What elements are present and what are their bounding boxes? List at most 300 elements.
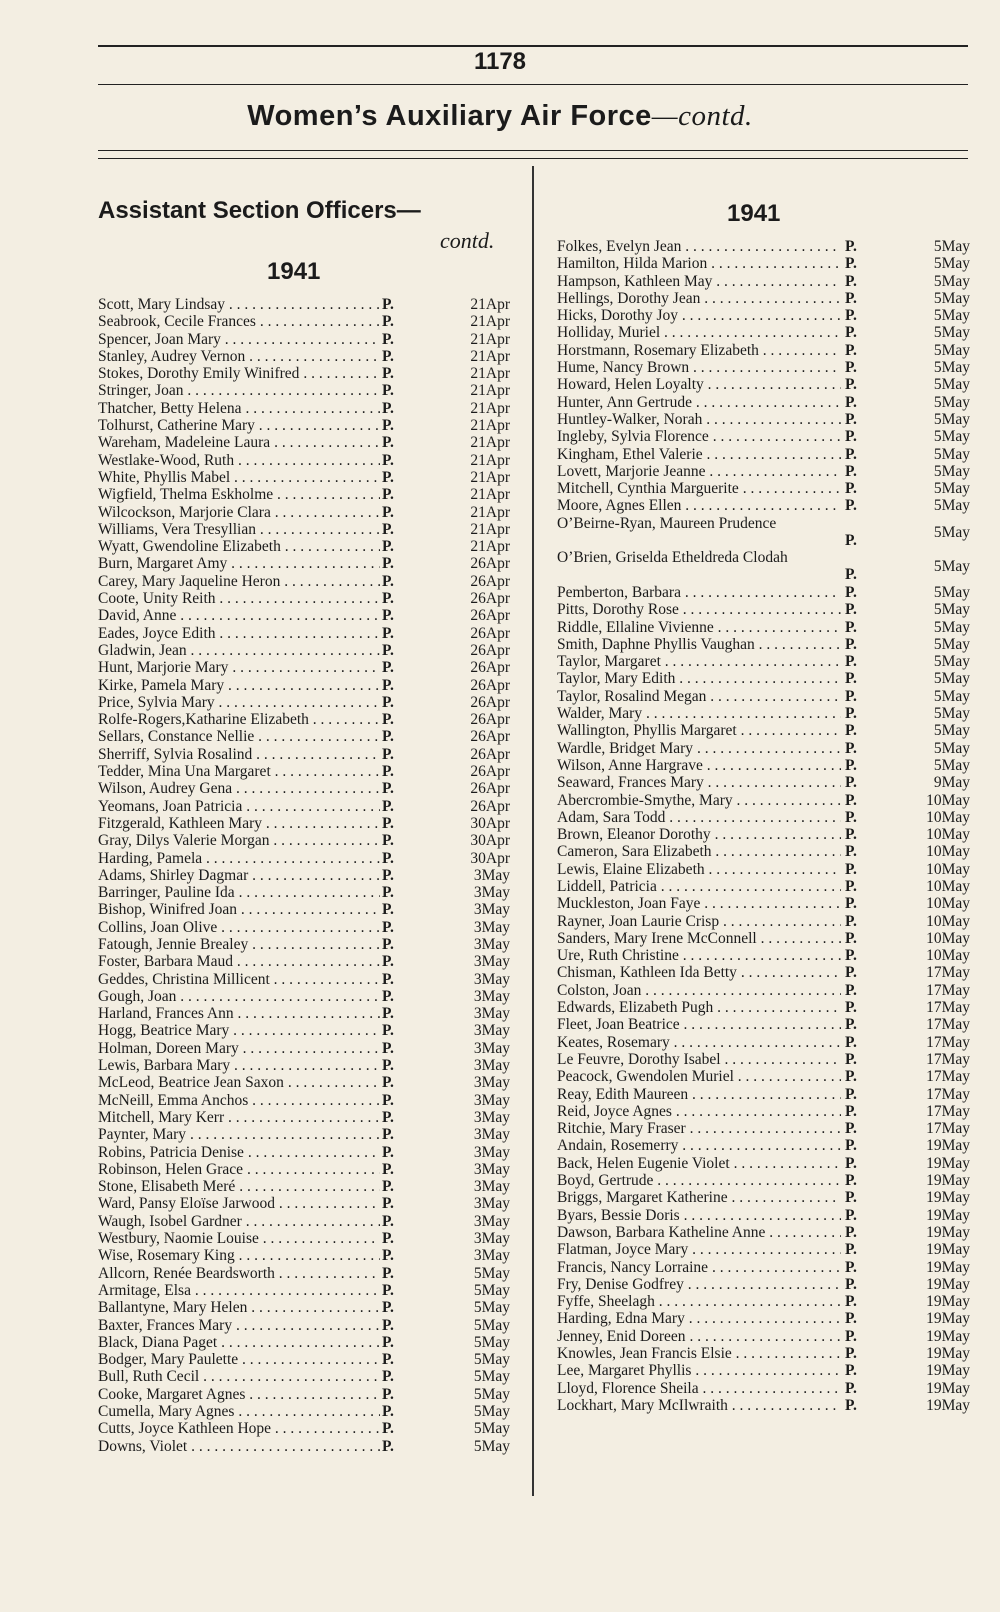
officer-name: Howard, Helen Loyalty . . . xyxy=(557,376,841,393)
list-item xyxy=(98,694,510,711)
officer-rank: P. xyxy=(843,982,869,999)
list-item xyxy=(98,1161,510,1178)
appointment-date: 21Apr xyxy=(470,296,510,313)
appointment-date: 3May xyxy=(473,987,510,1005)
officer-rank: P. xyxy=(843,359,869,376)
list-item xyxy=(98,1265,510,1282)
appointment-date: 21Apr xyxy=(470,313,510,331)
appointment-date: 26Apr xyxy=(470,676,510,694)
officer-rank: P. xyxy=(843,1189,869,1206)
officer-name: Smith, Daphne Phyllis Vaughan . . . xyxy=(557,636,841,653)
appointment-date: 3May xyxy=(473,1057,510,1075)
officer-rank: P. xyxy=(380,555,406,572)
appointment-date: 17May xyxy=(926,1102,970,1120)
officer-name: Downs, Violet . . . xyxy=(98,1438,380,1455)
appointment-date: 3May xyxy=(473,1212,510,1230)
list-item xyxy=(98,677,510,694)
list-item xyxy=(557,1224,970,1241)
appointment-date: 3May xyxy=(473,1022,510,1040)
list-item xyxy=(557,619,970,636)
officer-name: Walder, Mary . . . xyxy=(557,705,841,722)
list-item xyxy=(557,1155,970,1172)
appointment-date: 26Apr xyxy=(470,693,510,711)
list-item xyxy=(98,711,510,728)
list-item xyxy=(557,878,970,895)
appointment-date: 3May xyxy=(473,970,510,988)
list-item xyxy=(557,1068,970,1085)
officer-rank: P. xyxy=(843,619,869,636)
officer-name: Holliday, Muriel . . . xyxy=(557,324,841,341)
officer-rank: P. xyxy=(380,625,406,642)
appointment-date: 5May xyxy=(933,653,970,671)
appointment-date: 26Apr xyxy=(470,555,510,573)
list-item xyxy=(98,1368,510,1385)
officer-name: Adam, Sara Todd . . . xyxy=(557,809,841,826)
appointment-date: 5May xyxy=(933,238,970,255)
list-item xyxy=(98,1213,510,1230)
appointment-date: 5May xyxy=(933,462,970,480)
appointment-date: 26Apr xyxy=(470,797,510,815)
appointment-date: 5May xyxy=(473,1368,510,1386)
list-item xyxy=(557,774,970,791)
appointment-date: 21Apr xyxy=(470,330,510,348)
page-number-rule xyxy=(98,84,968,85)
list-item xyxy=(557,273,970,290)
page-title-suffix: —contd. xyxy=(651,100,753,132)
officer-name: Cutts, Joyce Kathleen Hope . . . xyxy=(98,1420,380,1437)
officer-name: Foster, Barbara Maud . . . xyxy=(98,953,380,970)
appointment-date: 10May xyxy=(926,843,970,861)
officer-name: Horstmann, Rosemary Elizabeth . . . xyxy=(557,342,841,359)
officer-rank: P. xyxy=(843,411,869,428)
list-item xyxy=(557,1397,970,1414)
appointment-date: 5May xyxy=(473,1351,510,1369)
officer-name: Wise, Rosemary King . . . xyxy=(98,1247,380,1264)
list-item xyxy=(98,313,510,330)
appointment-date: 5May xyxy=(933,341,970,359)
officer-name: Hellings, Dorothy Jean . . . xyxy=(557,290,841,307)
officer-name: Coote, Unity Reith . . . xyxy=(98,590,380,607)
list-item xyxy=(557,359,970,376)
officer-name: Liddell, Patricia . . . xyxy=(557,878,841,895)
appointment-date: 5May xyxy=(473,1299,510,1317)
appointment-date: 19May xyxy=(926,1206,970,1224)
officer-name: Back, Helen Eugenie Violet . . . xyxy=(557,1155,841,1172)
appointment-date: 5May xyxy=(933,445,970,463)
officer-name: Flatman, Joyce Mary . . . xyxy=(557,1241,841,1258)
appointment-date: 17May xyxy=(926,1050,970,1068)
officer-rank: P. xyxy=(380,313,406,330)
appointment-date: 10May xyxy=(926,929,970,947)
officer-name: Stone, Elisabeth Meré . . . xyxy=(98,1178,380,1195)
appointment-date: 5May xyxy=(473,1281,510,1299)
officer-name: Taylor, Margaret . . . xyxy=(557,653,841,670)
list-item xyxy=(557,1345,970,1362)
officer-name: Robins, Patricia Denise . . . xyxy=(98,1144,380,1161)
list-item xyxy=(557,1207,970,1224)
officer-rank: P. xyxy=(380,1161,406,1178)
top-rule xyxy=(98,45,968,47)
officer-rank: P. xyxy=(843,1172,869,1189)
officer-rank: P. xyxy=(380,504,406,521)
list-item xyxy=(557,688,970,705)
officer-rank: P. xyxy=(843,1259,869,1276)
appointment-date: 10May xyxy=(926,860,970,878)
officer-rank: P. xyxy=(380,538,406,555)
list-item xyxy=(557,1172,970,1189)
officer-rank: P. xyxy=(380,348,406,365)
list-item xyxy=(557,1293,970,1310)
officer-rank: P. xyxy=(380,417,406,434)
officer-name: Stanley, Audrey Vernon . . . xyxy=(98,348,380,365)
officer-rank: P. xyxy=(843,774,869,791)
list-item xyxy=(557,757,970,774)
list-item xyxy=(557,290,970,307)
officer-rank: P. xyxy=(380,746,406,763)
officer-name: O’Brien, Griselda Etheldreda Clodah xyxy=(557,549,788,567)
list-item xyxy=(557,705,970,722)
officer-rank: P. xyxy=(843,601,869,618)
officer-name: Lockhart, Mary McIlwraith . . . xyxy=(557,1397,841,1414)
officer-rank: P. xyxy=(380,1230,406,1247)
appointment-date: 5May xyxy=(933,359,970,377)
officer-rank: P. xyxy=(843,964,869,981)
officer-name: Gough, Joan . . . xyxy=(98,988,380,1005)
officer-rank: P. xyxy=(380,953,406,970)
officer-rank: P. xyxy=(380,1022,406,1039)
officer-rank: P. xyxy=(380,901,406,918)
officer-name: Bull, Ruth Cecil . . . xyxy=(98,1368,380,1385)
officer-rank: P. xyxy=(380,1092,406,1109)
list-item xyxy=(98,798,510,815)
appointment-date: 5May xyxy=(473,1437,510,1455)
list-item xyxy=(98,780,510,797)
appointment-date: 26Apr xyxy=(470,659,510,677)
appointment-date: 5May xyxy=(933,272,970,290)
appointment-date: 10May xyxy=(926,808,970,826)
list-item xyxy=(98,1074,510,1091)
appointment-date: 5May xyxy=(933,687,970,705)
appointment-date: 19May xyxy=(926,1154,970,1172)
list-item xyxy=(557,1189,970,1206)
list-item xyxy=(557,1380,970,1397)
officer-rank: P. xyxy=(380,711,406,728)
officer-rank: P. xyxy=(843,1276,869,1293)
officer-name: Scott, Mary Lindsay . . . xyxy=(98,296,380,313)
officer-name: Tedder, Mina Una Margaret . . . xyxy=(98,763,380,780)
officer-name: Fyffe, Sheelagh . . . xyxy=(557,1293,841,1310)
list-item xyxy=(557,1051,970,1068)
officer-name: Gladwin, Jean . . . xyxy=(98,642,380,659)
officer-name: Sherriff, Sylvia Rosalind . . . xyxy=(98,746,380,763)
officer-name: Baxter, Frances Mary . . . xyxy=(98,1317,380,1334)
list-item xyxy=(98,1403,510,1420)
officer-name: Wyatt, Gwendoline Elizabeth . . . xyxy=(98,538,380,555)
appointment-date: 3May xyxy=(473,918,510,936)
list-item xyxy=(557,428,970,445)
appointment-date: 5May xyxy=(933,428,970,446)
column-divider xyxy=(532,166,534,1496)
appointment-date: 3May xyxy=(473,1074,510,1092)
officer-name: Black, Diana Paget . . . xyxy=(98,1334,380,1351)
appointment-date: 26Apr xyxy=(470,572,510,590)
list-item xyxy=(557,722,970,739)
appointment-date: 3May xyxy=(473,935,510,953)
list-item xyxy=(98,486,510,503)
appointment-date: 5May xyxy=(473,1403,510,1420)
officer-name: Lloyd, Florence Sheila . . . xyxy=(557,1380,841,1397)
officer-rank: P. xyxy=(843,670,869,687)
officer-name: Wilson, Audrey Gena . . . xyxy=(98,780,380,797)
appointment-date: 5May xyxy=(473,1316,510,1334)
officer-rank: P. xyxy=(380,521,406,538)
appointment-date: 26Apr xyxy=(470,780,510,798)
officer-name: Boyd, Gertrude . . . xyxy=(557,1172,841,1189)
list-item xyxy=(98,434,510,451)
list-item xyxy=(98,452,510,469)
officer-name: Fitzgerald, Kathleen Mary . . . xyxy=(98,815,380,832)
appointment-date: 3May xyxy=(473,1039,510,1057)
list-item xyxy=(98,728,510,745)
officer-rank: P. xyxy=(843,757,869,774)
list-item xyxy=(98,1438,510,1455)
officer-rank: P. xyxy=(380,1403,406,1420)
officer-rank: P. xyxy=(843,861,869,878)
list-item xyxy=(557,809,970,826)
officer-rank: P. xyxy=(380,607,406,624)
appointment-date: 19May xyxy=(926,1396,970,1414)
officer-name: Adams, Shirley Dagmar . . . xyxy=(98,867,380,884)
page-number: 1178 xyxy=(473,48,527,75)
appointment-date: 17May xyxy=(926,1085,970,1103)
appointment-date: 10May xyxy=(926,826,970,844)
officer-name: Fatough, Jennie Brealey . . . xyxy=(98,936,380,953)
officer-name: David, Anne . . . xyxy=(98,607,380,624)
officer-name: Briggs, Margaret Katherine . . . xyxy=(557,1189,841,1206)
list-item xyxy=(98,1126,510,1143)
officer-rank: P. xyxy=(380,798,406,815)
officer-name: Westlake-Wood, Ruth . . . xyxy=(98,452,380,469)
list-item xyxy=(557,255,970,272)
list-item xyxy=(557,411,970,428)
appointment-date: 3May xyxy=(473,1160,510,1178)
list-item xyxy=(557,584,970,601)
officer-rank: P. xyxy=(380,296,406,313)
appointment-date: 21Apr xyxy=(470,451,510,469)
officer-name: Rolfe-Rogers,Katharine Elizabeth . . . xyxy=(98,711,380,728)
appointment-date: 17May xyxy=(926,981,970,999)
appointment-date: 3May xyxy=(473,1091,510,1109)
appointment-date: 5May xyxy=(473,1264,510,1282)
list-item xyxy=(557,1328,970,1345)
list-item xyxy=(98,1040,510,1057)
left-officer-list xyxy=(98,296,510,1455)
officer-rank: P. xyxy=(843,930,869,947)
list-item xyxy=(98,1282,510,1299)
list-item xyxy=(98,642,510,659)
officer-rank: P. xyxy=(380,1317,406,1334)
officer-name: Wallington, Phyllis Margaret . . . xyxy=(557,722,841,739)
officer-rank: P. xyxy=(843,688,869,705)
officer-rank: P. xyxy=(380,1265,406,1282)
officer-rank: P. xyxy=(380,988,406,1005)
appointment-date: 10May xyxy=(926,791,970,809)
list-item xyxy=(98,1420,510,1437)
right-year-heading: 1941 xyxy=(727,200,781,227)
appointment-date: 10May xyxy=(926,947,970,965)
officer-rank: P. xyxy=(843,463,869,480)
appointment-date: 26Apr xyxy=(470,624,510,642)
officer-name: Hogg, Beatrice Mary . . . xyxy=(98,1022,380,1039)
officer-name: McLeod, Beatrice Jean Saxon . . . xyxy=(98,1074,380,1091)
left-year-heading: 1941 xyxy=(267,258,321,285)
appointment-date: 3May xyxy=(473,884,510,902)
officer-rank: P. xyxy=(380,365,406,382)
appointment-date: 3May xyxy=(473,901,510,919)
appointment-date: 5May xyxy=(933,289,970,307)
officer-name: Tolhurst, Catherine Mary . . . xyxy=(98,417,380,434)
officer-name: Ritchie, Mary Fraser . . . xyxy=(557,1120,841,1137)
list-item xyxy=(557,1034,970,1051)
list-item xyxy=(557,601,970,618)
officer-rank: P. xyxy=(380,659,406,676)
appointment-date: 26Apr xyxy=(470,763,510,781)
appointment-date: 5May xyxy=(933,558,970,576)
officer-rank: P. xyxy=(843,1016,869,1033)
list-item xyxy=(98,763,510,780)
appointment-date: 21Apr xyxy=(470,417,510,435)
list-item xyxy=(98,1247,510,1264)
officer-rank: P. xyxy=(380,1420,406,1437)
appointment-date: 19May xyxy=(926,1258,970,1276)
officer-rank: P. xyxy=(843,913,869,930)
officer-name: Stringer, Joan . . . xyxy=(98,382,380,399)
list-item xyxy=(557,670,970,687)
officer-name: Cameron, Sara Elizabeth . . . xyxy=(557,843,841,860)
officer-name: Robinson, Helen Grace . . . xyxy=(98,1161,380,1178)
heading-rule-top xyxy=(98,150,968,151)
list-item xyxy=(98,884,510,901)
appointment-date: 5May xyxy=(473,1333,510,1351)
officer-name: Carey, Mary Jaqueline Heron . . . xyxy=(98,573,380,590)
officer-rank: P. xyxy=(380,400,406,417)
list-item xyxy=(557,999,970,1016)
appointment-date: 5May xyxy=(933,739,970,757)
officer-name: Ure, Ruth Christine . . . xyxy=(557,947,841,964)
appointment-date: 19May xyxy=(926,1275,970,1293)
page-title xyxy=(0,100,1000,133)
list-item xyxy=(557,964,970,981)
officer-name: Hume, Nancy Brown . . . xyxy=(557,359,841,376)
officer-name: Peacock, Gwendolen Muriel . . . xyxy=(557,1068,841,1085)
list-item xyxy=(557,307,970,324)
officer-name: Mitchell, Cynthia Marguerite . . . xyxy=(557,480,841,497)
list-item xyxy=(98,348,510,365)
officer-rank: P. xyxy=(843,740,869,757)
list-item xyxy=(557,861,970,878)
list-item xyxy=(98,659,510,676)
officer-rank: P. xyxy=(380,694,406,711)
list-item xyxy=(98,953,510,970)
officer-rank: P. xyxy=(843,532,869,549)
officer-rank: P. xyxy=(380,1351,406,1368)
officer-name: Wilcockson, Marjorie Clara . . . xyxy=(98,504,380,521)
officer-name: Reid, Joyce Agnes . . . xyxy=(557,1103,841,1120)
officer-rank: P. xyxy=(380,469,406,486)
officer-name: Cumella, Mary Agnes . . . xyxy=(98,1403,380,1420)
list-item xyxy=(557,947,970,964)
appointment-date: 19May xyxy=(926,1345,970,1362)
appointment-date: 5May xyxy=(933,523,970,541)
appointment-date: 10May xyxy=(926,912,970,930)
list-item xyxy=(557,843,970,860)
officer-name: Harland, Frances Ann . . . xyxy=(98,1005,380,1022)
appointment-date: 26Apr xyxy=(470,607,510,625)
section-contd: contd. xyxy=(440,228,495,253)
appointment-date: 26Apr xyxy=(470,641,510,659)
officer-rank: P. xyxy=(843,1345,869,1362)
officer-rank: P. xyxy=(380,815,406,832)
officer-rank: P. xyxy=(380,382,406,399)
list-item xyxy=(98,1057,510,1074)
officer-name: Waugh, Isobel Gardner . . . xyxy=(98,1213,380,1230)
list-item xyxy=(98,400,510,417)
list-item xyxy=(557,497,970,514)
officer-name: Dawson, Barbara Katheline Anne . . . xyxy=(557,1224,841,1241)
list-item xyxy=(98,988,510,1005)
officer-name: Kingham, Ethel Valerie . . . xyxy=(557,446,841,463)
appointment-date: 21Apr xyxy=(470,399,510,417)
officer-rank: P. xyxy=(843,497,869,514)
officer-name: Knowles, Jean Francis Elsie . . . xyxy=(557,1345,841,1362)
officer-name: Hampson, Kathleen May . . . xyxy=(557,273,841,290)
page-title-text: Women’s Auxiliary Air Force xyxy=(247,100,652,132)
appointment-date: 10May xyxy=(926,895,970,913)
officer-rank: P. xyxy=(380,850,406,867)
list-item xyxy=(98,850,510,867)
officer-rank: P. xyxy=(380,452,406,469)
list-item xyxy=(557,394,970,411)
appointment-date: 5May xyxy=(933,601,970,619)
officer-rank: P. xyxy=(843,999,869,1016)
officer-name: Ingleby, Sylvia Florence . . . xyxy=(557,428,841,445)
officer-rank: P. xyxy=(843,1241,869,1258)
appointment-date: 5May xyxy=(933,705,970,723)
appointment-date: 21Apr xyxy=(470,347,510,365)
officer-name: Ballantyne, Mary Helen . . . xyxy=(98,1299,380,1316)
appointment-date: 3May xyxy=(473,1230,510,1248)
appointment-date: 3May xyxy=(473,1178,510,1196)
section-title: Assistant Section Officers— xyxy=(98,197,421,224)
officer-name: Lewis, Barbara Mary . . . xyxy=(98,1057,380,1074)
appointment-date: 19May xyxy=(926,1379,970,1397)
officer-rank: P. xyxy=(843,705,869,722)
appointment-date: 5May xyxy=(473,1385,510,1403)
officer-rank: P. xyxy=(380,919,406,936)
officer-name: Gray, Dilys Valerie Morgan . . . xyxy=(98,832,380,849)
officer-name: Kirke, Pamela Mary . . . xyxy=(98,677,380,694)
appointment-date: 30Apr xyxy=(470,849,510,867)
officer-rank: P. xyxy=(380,331,406,348)
list-item xyxy=(557,480,970,497)
list-item xyxy=(98,573,510,590)
officer-rank: P. xyxy=(843,1103,869,1120)
appointment-date: 5May xyxy=(933,722,970,740)
officer-name: Bodger, Mary Paulette . . . xyxy=(98,1351,380,1368)
officer-name: Holman, Doreen Mary . . . xyxy=(98,1040,380,1057)
officer-name: Collins, Joan Olive . . . xyxy=(98,919,380,936)
appointment-date: 19May xyxy=(926,1172,970,1190)
